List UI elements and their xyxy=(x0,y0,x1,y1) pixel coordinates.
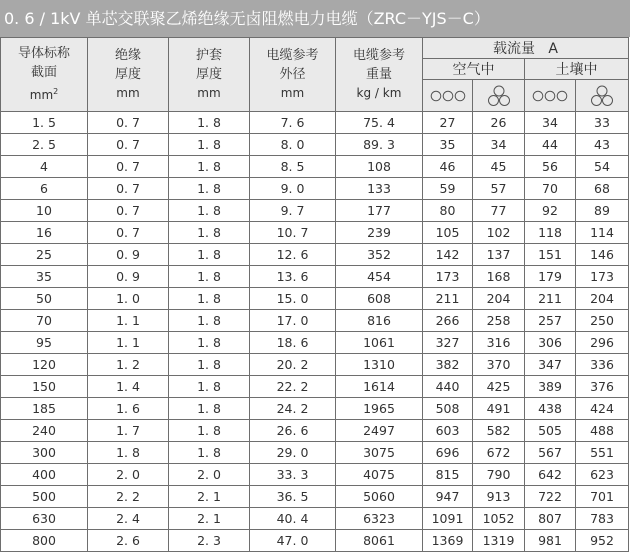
cell-air-flat: 440 xyxy=(423,376,473,398)
header-unit: $mm^2$ xyxy=(29,87,59,102)
cell-sheath: 2. 3 xyxy=(169,530,250,552)
cell-air-trefoil: 582 xyxy=(473,420,525,442)
cell-weight: 4075 xyxy=(336,464,423,486)
cell-section: 1. 5 xyxy=(1,112,88,134)
cell-soil-trefoil: 114 xyxy=(576,222,629,244)
col-header-insulation xyxy=(88,38,169,112)
cell-soil-flat: 44 xyxy=(525,134,576,156)
cell-insulation: 1. 0 xyxy=(88,288,169,310)
cell-soil-flat: 70 xyxy=(525,178,576,200)
cell-air-trefoil: 491 xyxy=(473,398,525,420)
cell-air-trefoil: 425 xyxy=(473,376,525,398)
cell-weight: 352 xyxy=(336,244,423,266)
col-header-diameter xyxy=(250,38,336,112)
cell-soil-trefoil: 146 xyxy=(576,244,629,266)
cell-soil-trefoil: 43 xyxy=(576,134,629,156)
cell-sheath: 2. 0 xyxy=(169,464,250,486)
cell-sheath: 1. 8 xyxy=(169,420,250,442)
cell-weight: 133 xyxy=(336,178,423,200)
cell-soil-flat: 118 xyxy=(525,222,576,244)
cell-section: 400 xyxy=(1,464,88,486)
header-line: 外径 xyxy=(279,67,306,82)
cell-insulation: 1. 8 xyxy=(88,442,169,464)
cell-air-trefoil: 26 xyxy=(473,112,525,134)
cell-soil-trefoil: 701 xyxy=(576,486,629,508)
table-row xyxy=(1,200,629,222)
cell-soil-trefoil: 783 xyxy=(576,508,629,530)
cell-diameter: 24. 2 xyxy=(250,398,336,420)
cell-soil-trefoil: 68 xyxy=(576,178,629,200)
col-header-ampacity: 载流量 A xyxy=(423,38,629,59)
header-line: 厚度 xyxy=(195,67,222,82)
cell-section: 4 xyxy=(1,156,88,178)
table-row xyxy=(1,420,629,442)
header-line: 厚度 xyxy=(114,67,141,82)
header-unit: mm xyxy=(116,86,140,100)
cell-weight: 6323 xyxy=(336,508,423,530)
col-header-sheath xyxy=(169,38,250,112)
cell-air-trefoil: 204 xyxy=(473,288,525,310)
cell-sheath: 1. 8 xyxy=(169,266,250,288)
cell-weight: 8061 xyxy=(336,530,423,552)
cell-insulation: 0. 9 xyxy=(88,244,169,266)
cell-soil-flat: 807 xyxy=(525,508,576,530)
cell-weight: 454 xyxy=(336,266,423,288)
cell-insulation: 1. 7 xyxy=(88,420,169,442)
cell-section: 800 xyxy=(1,530,88,552)
cell-air-flat: 46 xyxy=(423,156,473,178)
cell-weight: 177 xyxy=(336,200,423,222)
cell-air-flat: 815 xyxy=(423,464,473,486)
cell-sheath: 2. 1 xyxy=(169,508,250,530)
cell-air-trefoil: 57 xyxy=(473,178,525,200)
cell-soil-flat: 389 xyxy=(525,376,576,398)
cell-diameter: 33. 3 xyxy=(250,464,336,486)
cell-diameter: 40. 4 xyxy=(250,508,336,530)
cell-soil-trefoil: 376 xyxy=(576,376,629,398)
cell-air-trefoil: 137 xyxy=(473,244,525,266)
page-title: 0. 6 / 1kV 单芯交联聚乙烯绝缘无卤阻燃电力电缆（ZRC－YJS－C） xyxy=(0,0,630,37)
cell-diameter: 22. 2 xyxy=(250,376,336,398)
cell-diameter: 26. 6 xyxy=(250,420,336,442)
cell-insulation: 0. 7 xyxy=(88,222,169,244)
table-row xyxy=(1,332,629,354)
cell-air-flat: 211 xyxy=(423,288,473,310)
table-row xyxy=(1,288,629,310)
table-row xyxy=(1,354,629,376)
cell-soil-trefoil: 89 xyxy=(576,200,629,222)
cell-weight: 1965 xyxy=(336,398,423,420)
cell-air-trefoil: 913 xyxy=(473,486,525,508)
cell-section: 240 xyxy=(1,420,88,442)
cell-section: 185 xyxy=(1,398,88,420)
cell-section: 2. 5 xyxy=(1,134,88,156)
cell-air-flat: 603 xyxy=(423,420,473,442)
cell-sheath: 1. 8 xyxy=(169,244,250,266)
cell-air-trefoil: 672 xyxy=(473,442,525,464)
cell-weight: 1614 xyxy=(336,376,423,398)
cell-air-flat: 266 xyxy=(423,310,473,332)
cell-air-trefoil: 168 xyxy=(473,266,525,288)
cell-air-flat: 142 xyxy=(423,244,473,266)
table-row xyxy=(1,222,629,244)
cell-sheath: 2. 1 xyxy=(169,486,250,508)
three-cables-flat-icon xyxy=(423,80,473,112)
cell-soil-trefoil: 336 xyxy=(576,354,629,376)
cell-diameter: 10. 7 xyxy=(250,222,336,244)
col-header-cross-section xyxy=(1,38,88,112)
cell-air-flat: 382 xyxy=(423,354,473,376)
cell-insulation: 0. 7 xyxy=(88,178,169,200)
cell-insulation: 2. 4 xyxy=(88,508,169,530)
cell-sheath: 1. 8 xyxy=(169,376,250,398)
table-row xyxy=(1,112,629,134)
cell-air-flat: 27 xyxy=(423,112,473,134)
cell-soil-flat: 257 xyxy=(525,310,576,332)
cell-diameter: 29. 0 xyxy=(250,442,336,464)
cell-air-trefoil: 45 xyxy=(473,156,525,178)
cell-weight: 816 xyxy=(336,310,423,332)
cell-diameter: 7. 6 xyxy=(250,112,336,134)
header-line: 电缆参考 xyxy=(266,48,319,63)
cell-insulation: 1. 4 xyxy=(88,376,169,398)
cell-air-flat: 35 xyxy=(423,134,473,156)
cell-soil-trefoil: 551 xyxy=(576,442,629,464)
cell-air-trefoil: 34 xyxy=(473,134,525,156)
cell-air-trefoil: 790 xyxy=(473,464,525,486)
table-row xyxy=(1,530,629,552)
header-line: 绝缘 xyxy=(114,48,141,63)
cell-weight: 608 xyxy=(336,288,423,310)
cell-air-trefoil: 370 xyxy=(473,354,525,376)
table-body xyxy=(1,112,629,552)
cell-soil-flat: 211 xyxy=(525,288,576,310)
cell-soil-flat: 981 xyxy=(525,530,576,552)
header-line: 重量 xyxy=(365,67,392,82)
cell-soil-flat: 438 xyxy=(525,398,576,420)
table-row xyxy=(1,134,629,156)
cell-insulation: 2. 0 xyxy=(88,464,169,486)
cell-soil-trefoil: 173 xyxy=(576,266,629,288)
cell-section: 16 xyxy=(1,222,88,244)
cell-weight: 89. 3 xyxy=(336,134,423,156)
cell-air-flat: 1369 xyxy=(423,530,473,552)
cell-soil-trefoil: 204 xyxy=(576,288,629,310)
cell-section: 95 xyxy=(1,332,88,354)
cell-section: 630 xyxy=(1,508,88,530)
cell-sheath: 1. 8 xyxy=(169,134,250,156)
cable-spec-table xyxy=(0,37,629,552)
cell-insulation: 1. 2 xyxy=(88,354,169,376)
table-row xyxy=(1,156,629,178)
cell-soil-trefoil: 54 xyxy=(576,156,629,178)
cell-soil-flat: 567 xyxy=(525,442,576,464)
cell-soil-trefoil: 952 xyxy=(576,530,629,552)
cell-diameter: 13. 6 xyxy=(250,266,336,288)
cell-soil-trefoil: 33 xyxy=(576,112,629,134)
table-row xyxy=(1,486,629,508)
cell-insulation: 2. 6 xyxy=(88,530,169,552)
header-line: 电缆参考 xyxy=(352,48,405,63)
cell-insulation: 1. 1 xyxy=(88,310,169,332)
cell-sheath: 1. 8 xyxy=(169,112,250,134)
cell-air-flat: 508 xyxy=(423,398,473,420)
cell-section: 300 xyxy=(1,442,88,464)
cell-sheath: 1. 8 xyxy=(169,398,250,420)
cell-insulation: 0. 7 xyxy=(88,112,169,134)
cell-diameter: 9. 0 xyxy=(250,178,336,200)
cell-sheath: 1. 8 xyxy=(169,310,250,332)
cell-soil-flat: 151 xyxy=(525,244,576,266)
three-cables-trefoil-icon xyxy=(576,80,629,112)
cell-sheath: 1. 8 xyxy=(169,354,250,376)
cell-air-flat: 105 xyxy=(423,222,473,244)
cell-diameter: 9. 7 xyxy=(250,200,336,222)
cell-air-flat: 327 xyxy=(423,332,473,354)
cell-insulation: 2. 2 xyxy=(88,486,169,508)
cell-air-trefoil: 316 xyxy=(473,332,525,354)
cell-weight: 1310 xyxy=(336,354,423,376)
cell-section: 6 xyxy=(1,178,88,200)
cell-section: 25 xyxy=(1,244,88,266)
cell-soil-flat: 56 xyxy=(525,156,576,178)
cell-soil-trefoil: 296 xyxy=(576,332,629,354)
cell-air-trefoil: 77 xyxy=(473,200,525,222)
three-cables-flat-icon xyxy=(525,80,576,112)
cell-diameter: 8. 0 xyxy=(250,134,336,156)
cell-air-flat: 59 xyxy=(423,178,473,200)
cell-air-flat: 696 xyxy=(423,442,473,464)
cell-air-flat: 173 xyxy=(423,266,473,288)
cell-weight: 108 xyxy=(336,156,423,178)
cell-air-flat: 947 xyxy=(423,486,473,508)
cell-weight: 1061 xyxy=(336,332,423,354)
cell-diameter: 17. 0 xyxy=(250,310,336,332)
header-unit: mm xyxy=(280,86,305,100)
cell-soil-flat: 306 xyxy=(525,332,576,354)
cell-weight: 2497 xyxy=(336,420,423,442)
col-header-air: 空气中 xyxy=(423,59,525,80)
table-row xyxy=(1,508,629,530)
cell-weight: 3075 xyxy=(336,442,423,464)
cell-sheath: 1. 8 xyxy=(169,332,250,354)
cell-insulation: 0. 7 xyxy=(88,134,169,156)
table-row xyxy=(1,266,629,288)
cell-section: 10 xyxy=(1,200,88,222)
table-row xyxy=(1,376,629,398)
header-line: 截面 xyxy=(30,65,57,80)
cell-section: 120 xyxy=(1,354,88,376)
cell-sheath: 1. 8 xyxy=(169,178,250,200)
header-line: 护套 xyxy=(195,48,222,63)
cell-insulation: 0. 7 xyxy=(88,200,169,222)
cell-soil-flat: 34 xyxy=(525,112,576,134)
cell-section: 500 xyxy=(1,486,88,508)
cell-insulation: 0. 9 xyxy=(88,266,169,288)
cell-insulation: 1. 1 xyxy=(88,332,169,354)
table-row xyxy=(1,178,629,200)
cell-air-trefoil: 102 xyxy=(473,222,525,244)
cell-diameter: 12. 6 xyxy=(250,244,336,266)
header-unit: kg / km xyxy=(356,86,402,100)
cell-section: 35 xyxy=(1,266,88,288)
cell-section: 70 xyxy=(1,310,88,332)
cell-diameter: 36. 5 xyxy=(250,486,336,508)
cell-soil-flat: 92 xyxy=(525,200,576,222)
cell-soil-trefoil: 488 xyxy=(576,420,629,442)
table-row xyxy=(1,310,629,332)
table-row xyxy=(1,442,629,464)
header-line: 导体标称 xyxy=(17,46,70,61)
table-row xyxy=(1,244,629,266)
cell-sheath: 1. 8 xyxy=(169,288,250,310)
cell-air-trefoil: 1319 xyxy=(473,530,525,552)
cell-air-trefoil: 258 xyxy=(473,310,525,332)
cell-soil-trefoil: 623 xyxy=(576,464,629,486)
cell-soil-trefoil: 424 xyxy=(576,398,629,420)
three-cables-trefoil-icon xyxy=(473,80,525,112)
col-header-weight xyxy=(336,38,423,112)
table-row xyxy=(1,464,629,486)
cell-soil-flat: 642 xyxy=(525,464,576,486)
cell-soil-flat: 722 xyxy=(525,486,576,508)
cell-diameter: 20. 2 xyxy=(250,354,336,376)
cell-soil-trefoil: 250 xyxy=(576,310,629,332)
header-unit: mm xyxy=(197,86,221,100)
cell-soil-flat: 179 xyxy=(525,266,576,288)
cell-sheath: 1. 8 xyxy=(169,200,250,222)
cell-soil-flat: 347 xyxy=(525,354,576,376)
cell-sheath: 1. 8 xyxy=(169,222,250,244)
table-row xyxy=(1,398,629,420)
cell-section: 150 xyxy=(1,376,88,398)
cell-insulation: 1. 6 xyxy=(88,398,169,420)
col-header-soil: 土壤中 xyxy=(525,59,629,80)
cell-weight: 75. 4 xyxy=(336,112,423,134)
cell-insulation: 0. 7 xyxy=(88,156,169,178)
cell-sheath: 1. 8 xyxy=(169,156,250,178)
cell-diameter: 8. 5 xyxy=(250,156,336,178)
cell-soil-flat: 505 xyxy=(525,420,576,442)
cell-diameter: 18. 6 xyxy=(250,332,336,354)
cell-air-flat: 80 xyxy=(423,200,473,222)
cell-sheath: 1. 8 xyxy=(169,442,250,464)
cell-diameter: 47. 0 xyxy=(250,530,336,552)
cell-section: 50 xyxy=(1,288,88,310)
cell-weight: 5060 xyxy=(336,486,423,508)
cell-air-trefoil: 1052 xyxy=(473,508,525,530)
cell-diameter: 15. 0 xyxy=(250,288,336,310)
cell-weight: 239 xyxy=(336,222,423,244)
cell-air-flat: 1091 xyxy=(423,508,473,530)
